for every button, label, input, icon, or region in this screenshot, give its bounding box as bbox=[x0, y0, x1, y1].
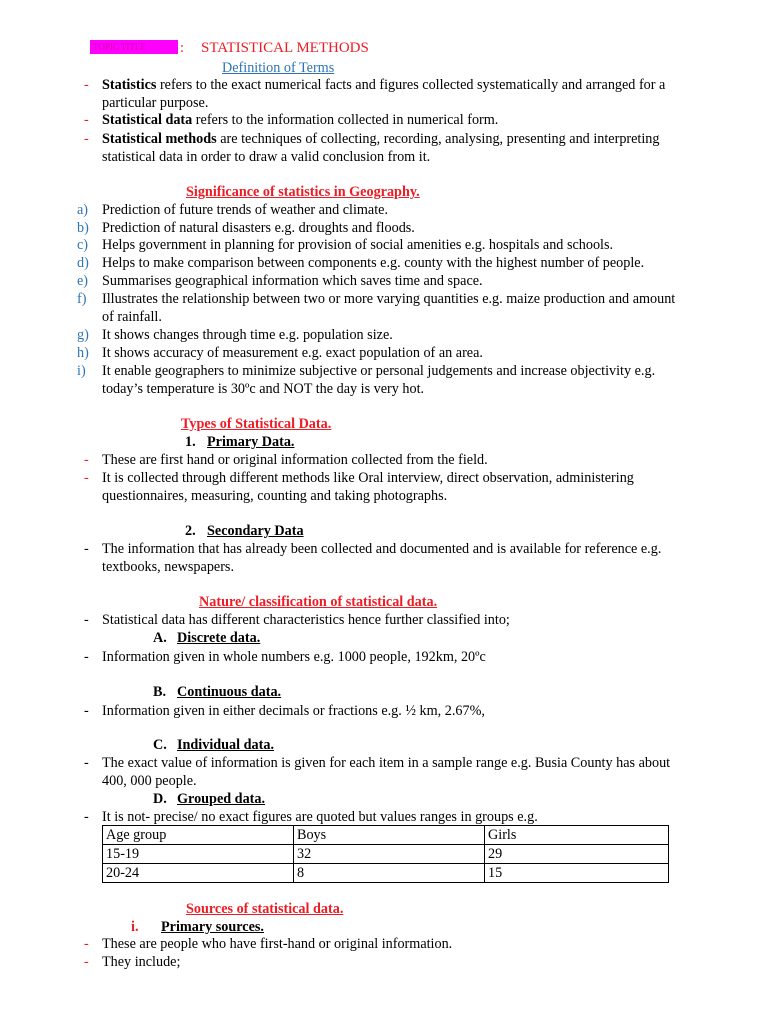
list-letter: h) bbox=[77, 345, 89, 361]
list-item: Statistical data has different characteristics hence further classified into; bbox=[102, 612, 510, 628]
bullet: - bbox=[84, 755, 89, 771]
sources-number: i. bbox=[131, 919, 139, 935]
bullet: - bbox=[84, 470, 89, 486]
table-cell: 8 bbox=[294, 864, 485, 883]
class-title: Discrete data. bbox=[177, 630, 261, 646]
definition-term: Statistical methods bbox=[102, 131, 217, 147]
topic-label-highlight bbox=[90, 40, 178, 54]
list-item: It is collected through different methods like Oral interview, direct observation, administering bbox=[102, 470, 634, 486]
primary-data-title: Primary Data. bbox=[207, 434, 295, 450]
page-title: STATISTICAL METHODS bbox=[201, 40, 369, 56]
list-item: Helps to make comparison between components e.g. county with the highest number of people. bbox=[102, 255, 645, 271]
table-header-cell: Age group bbox=[103, 826, 294, 845]
primary-sources-title: Primary sources. bbox=[161, 919, 264, 935]
table-header-cell: Girls bbox=[485, 826, 669, 845]
bullet: - bbox=[84, 541, 89, 557]
definition-text: refers to the exact numerical facts and figures collected systematically and arranged for a bbox=[156, 77, 666, 93]
list-letter: i) bbox=[77, 363, 86, 379]
list-letter: a) bbox=[77, 202, 89, 218]
list-item-continuation: of rainfall. bbox=[102, 309, 162, 325]
types-heading: Types of Statistical Data. bbox=[181, 416, 332, 432]
table-header-cell: Boys bbox=[294, 826, 485, 845]
bullet: - bbox=[84, 809, 89, 825]
primary-data-number: 1. bbox=[185, 434, 196, 450]
bullet: - bbox=[84, 649, 89, 665]
definition-item bbox=[102, 131, 660, 148]
bullet: - bbox=[84, 612, 89, 628]
sources-heading: Sources of statistical data. bbox=[186, 901, 344, 917]
list-item: It shows changes through time e.g. population size. bbox=[102, 327, 393, 343]
class-title: Grouped data. bbox=[177, 791, 266, 807]
definition-continuation: statistical data in order to draw a valid conclusion from it. bbox=[102, 149, 431, 165]
definition-item bbox=[102, 112, 498, 129]
list-letter: e) bbox=[77, 273, 89, 289]
table-row bbox=[103, 864, 669, 883]
list-item-continuation: today’s temperature is 30ºc and NOT the day is very hot. bbox=[102, 381, 425, 397]
class-letter: D. bbox=[153, 791, 167, 807]
list-letter: d) bbox=[77, 255, 89, 271]
list-item: They include; bbox=[102, 954, 181, 970]
table-row bbox=[103, 845, 669, 864]
list-item: It shows accuracy of measurement e.g. exact population of an area. bbox=[102, 345, 483, 361]
list-item: The exact value of information is given for each item in a sample range e.g. Busia County has about bbox=[102, 755, 671, 771]
topic-colon: : bbox=[180, 40, 184, 56]
table-cell: 29 bbox=[485, 845, 669, 864]
list-item: Prediction of natural disasters e.g. droughts and floods. bbox=[102, 220, 415, 236]
list-item: Illustrates the relationship between two or more varying quantities e.g. maize production and amount bbox=[102, 291, 676, 307]
table-cell: 20-24 bbox=[103, 864, 294, 883]
list-letter: f) bbox=[77, 291, 87, 307]
class-letter: A. bbox=[153, 630, 167, 646]
definition-text: refers to the information collected in numerical form. bbox=[192, 112, 499, 128]
definition-bullet: - bbox=[84, 77, 89, 93]
list-item: Information given in whole numbers e.g. 1000 people, 192km, 20ºc bbox=[102, 649, 486, 665]
list-item: It enable geographers to minimize subjective or personal judgements and increase objectivity e.g. bbox=[102, 363, 656, 379]
definition-continuation: particular purpose. bbox=[102, 95, 209, 111]
list-item-continuation: textbooks, newspapers. bbox=[102, 559, 234, 575]
list-item: Helps government in planning for provision of social amenities e.g. hospitals and schools. bbox=[102, 237, 614, 253]
bullet: - bbox=[84, 954, 89, 970]
list-item: These are people who have first-hand or original information. bbox=[102, 936, 453, 952]
list-item: Information given in either decimals or fractions e.g. ½ km, 2.67%, bbox=[102, 703, 485, 719]
table-cell: 15 bbox=[485, 864, 669, 883]
nature-heading: Nature/ classification of statistical data. bbox=[199, 594, 438, 610]
definition-term: Statistical data bbox=[102, 112, 193, 128]
bullet: - bbox=[84, 452, 89, 468]
class-title: Continuous data. bbox=[177, 684, 282, 700]
secondary-data-title: Secondary Data bbox=[207, 523, 304, 539]
list-item: The information that has already been collected and documented and is available for reference e.g. bbox=[102, 541, 662, 557]
definition-bullet: - bbox=[84, 131, 89, 147]
list-item: It is not- precise/ no exact figures are quoted but values ranges in groups e.g. bbox=[102, 809, 538, 825]
class-title: Individual data. bbox=[177, 737, 274, 753]
definition-text: are techniques of collecting, recording, analysing, presenting and interpreting bbox=[216, 131, 660, 147]
bullet: - bbox=[84, 703, 89, 719]
list-item: These are first hand or original information collected from the field. bbox=[102, 452, 488, 468]
list-item: Prediction of future trends of weather and climate. bbox=[102, 202, 389, 218]
grouped-data-table bbox=[102, 825, 669, 883]
list-letter: g) bbox=[77, 327, 89, 343]
table-cell: 32 bbox=[294, 845, 485, 864]
bullet: - bbox=[84, 936, 89, 952]
table-cell: 15-19 bbox=[103, 845, 294, 864]
list-item-continuation: 400, 000 people. bbox=[102, 773, 197, 789]
topic-label-text: TOPIC TITLE bbox=[93, 42, 146, 52]
table-header-row bbox=[103, 826, 669, 845]
list-letter: c) bbox=[77, 237, 89, 253]
significance-heading: Significance of statistics in Geography. bbox=[186, 184, 420, 200]
definition-item bbox=[102, 77, 665, 94]
list-item: Summarises geographical information which saves time and space. bbox=[102, 273, 483, 289]
class-letter: C. bbox=[153, 737, 167, 753]
definition-bullet: - bbox=[84, 112, 89, 128]
section-subtitle: Definition of Terms bbox=[222, 60, 335, 76]
class-letter: B. bbox=[153, 684, 167, 700]
secondary-data-number: 2. bbox=[185, 523, 196, 539]
list-letter: b) bbox=[77, 220, 89, 236]
list-item-continuation: questionnaires, measuring, counting and taking photographs. bbox=[102, 488, 448, 504]
definition-term: Statistics bbox=[102, 77, 157, 93]
